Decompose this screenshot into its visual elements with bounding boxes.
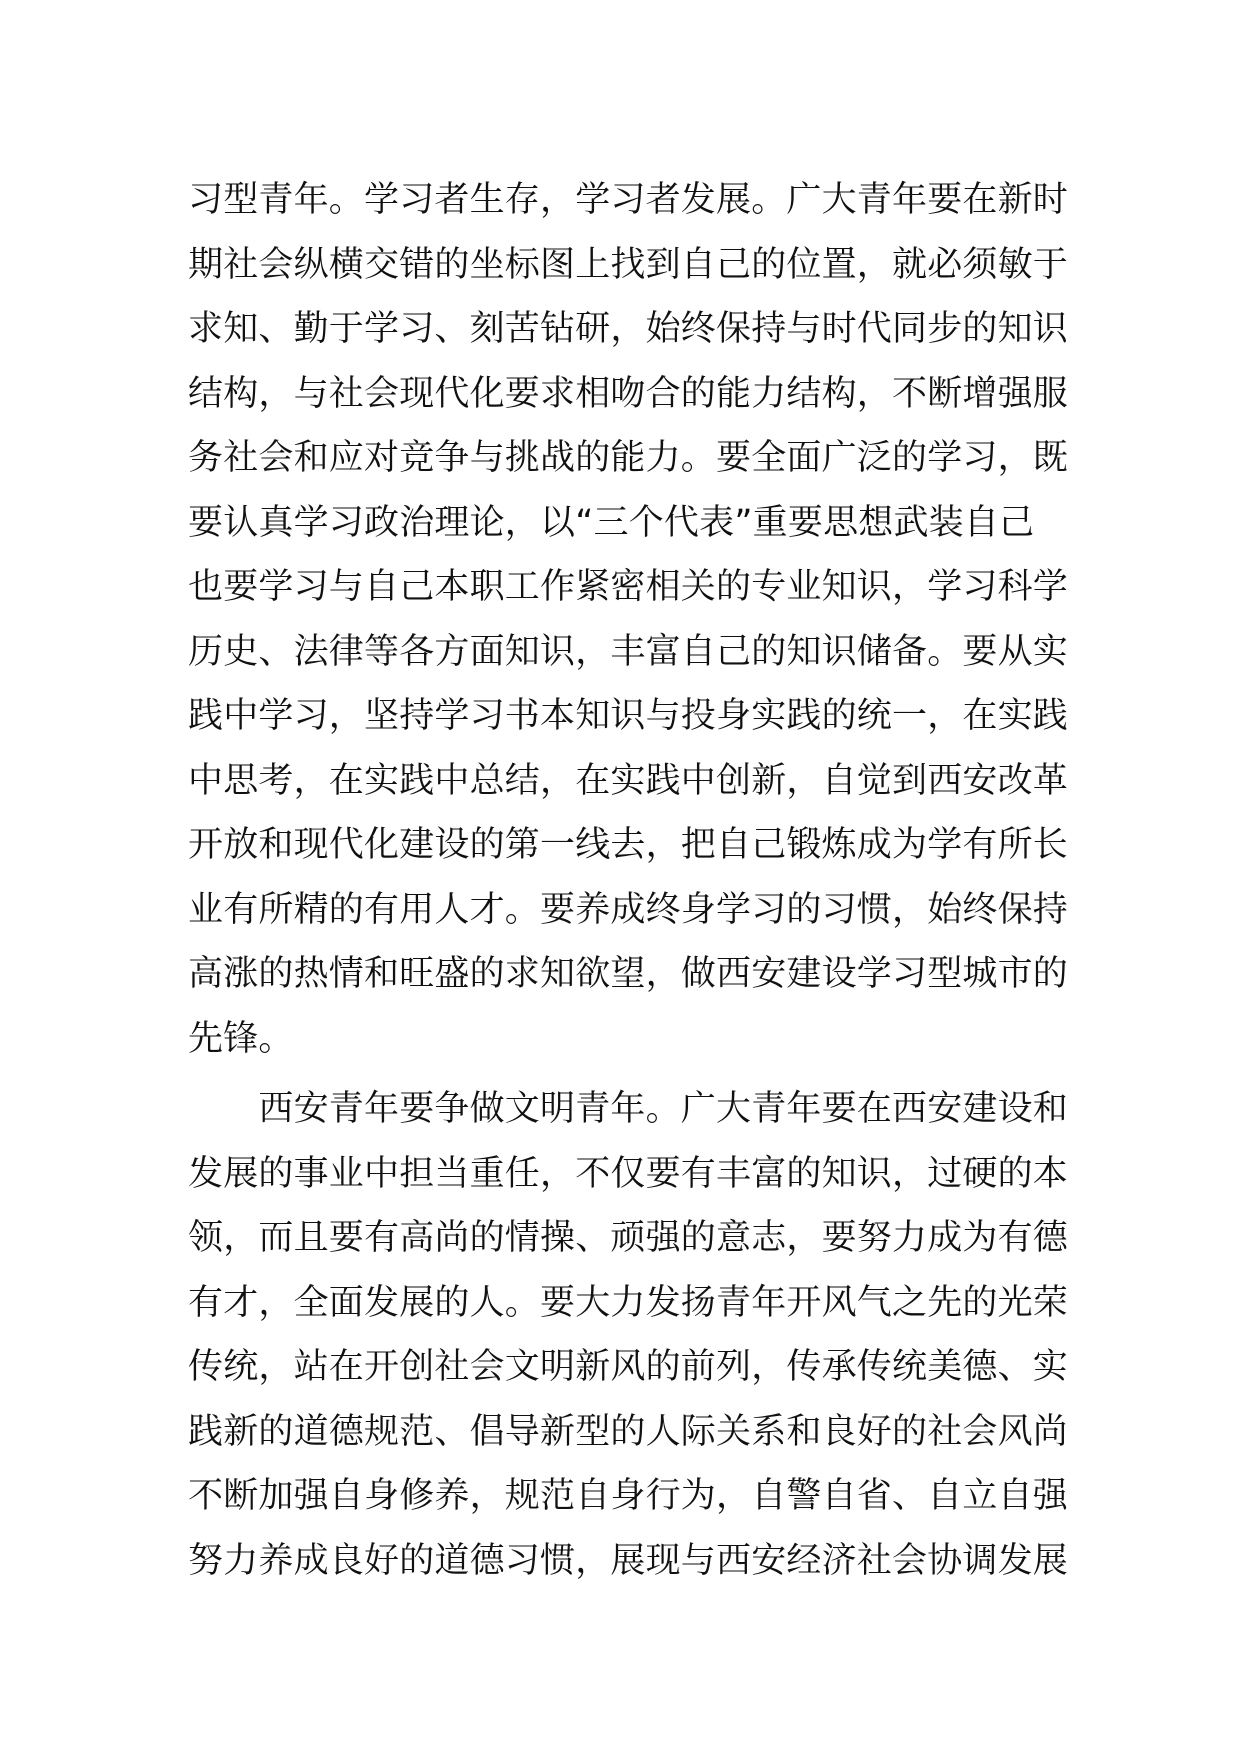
- text-line: 先锋。: [188, 1018, 294, 1059]
- text-line: 中思考，在实践中总结，在实践中创新，自觉到西安改革: [188, 760, 1069, 801]
- text-line: 要认真学习政治理论，以“三个代表”重要思想武装自己: [188, 502, 1035, 543]
- text-line: 期社会纵横交错的坐标图上找到自己的位置，就必须敏于: [188, 244, 1069, 285]
- paragraph-1: [188, 168, 1068, 1071]
- text-line: 开放和现代化建设的第一线去，把自己锻炼成为学有所长: [188, 825, 1069, 865]
- text-line: 务社会和应对竞争与挑战的能力。要全面广泛的学习，既: [188, 438, 1069, 478]
- text-line: 高涨的热情和旺盛的求知欲望，做西安建设学习型城市的: [188, 954, 1069, 994]
- text-line: 有才，全面发展的人。要大力发扬青年开风气之先的光荣: [188, 1282, 1069, 1323]
- text-line: 不断加强自身修养，规范自身行为，自警自省、自立自强: [188, 1476, 1069, 1516]
- text-line: 发展的事业中担当重任，不仅要有丰富的知识，过硬的本: [188, 1153, 1069, 1194]
- text-line: 也要学习与自己本职工作紧密相关的专业知识，学习科学: [188, 567, 1069, 607]
- text-line: 西安青年要争做文明青年。广大青年要在西安建设和: [188, 1089, 1069, 1129]
- text-line: 业有所精的有用人才。要养成终身学习的习惯，始终保持: [188, 889, 1069, 930]
- text-line: 努力养成良好的道德习惯，展现与西安经济社会协调发展: [188, 1540, 1069, 1581]
- text-line: 求知、勤于学习、刻苦钻研，始终保持与时代同步的知识: [188, 309, 1069, 349]
- paragraph-2: [188, 1077, 1068, 1593]
- text-line: 传统，站在开创社会文明新风的前列，传承传统美德、实: [188, 1347, 1069, 1387]
- text-line: 践中学习，坚持学习书本知识与投身实践的统一，在实践: [188, 696, 1069, 736]
- text-line: 践新的道德规范、倡导新型的人际关系和良好的社会风尚: [188, 1411, 1069, 1452]
- text-line: 领，而且要有高尚的情操、顽强的意志，要努力成为有德: [188, 1218, 1069, 1258]
- text-line: 结构，与社会现代化要求相吻合的能力结构，不断增强服: [188, 373, 1069, 414]
- body-text: [188, 168, 1068, 1593]
- text-line: 历史、法律等各方面知识，丰富自己的知识储备。要从实: [188, 631, 1069, 672]
- text-line: 习型青年。学习者生存，学习者发展。广大青年要在新时: [188, 180, 1069, 220]
